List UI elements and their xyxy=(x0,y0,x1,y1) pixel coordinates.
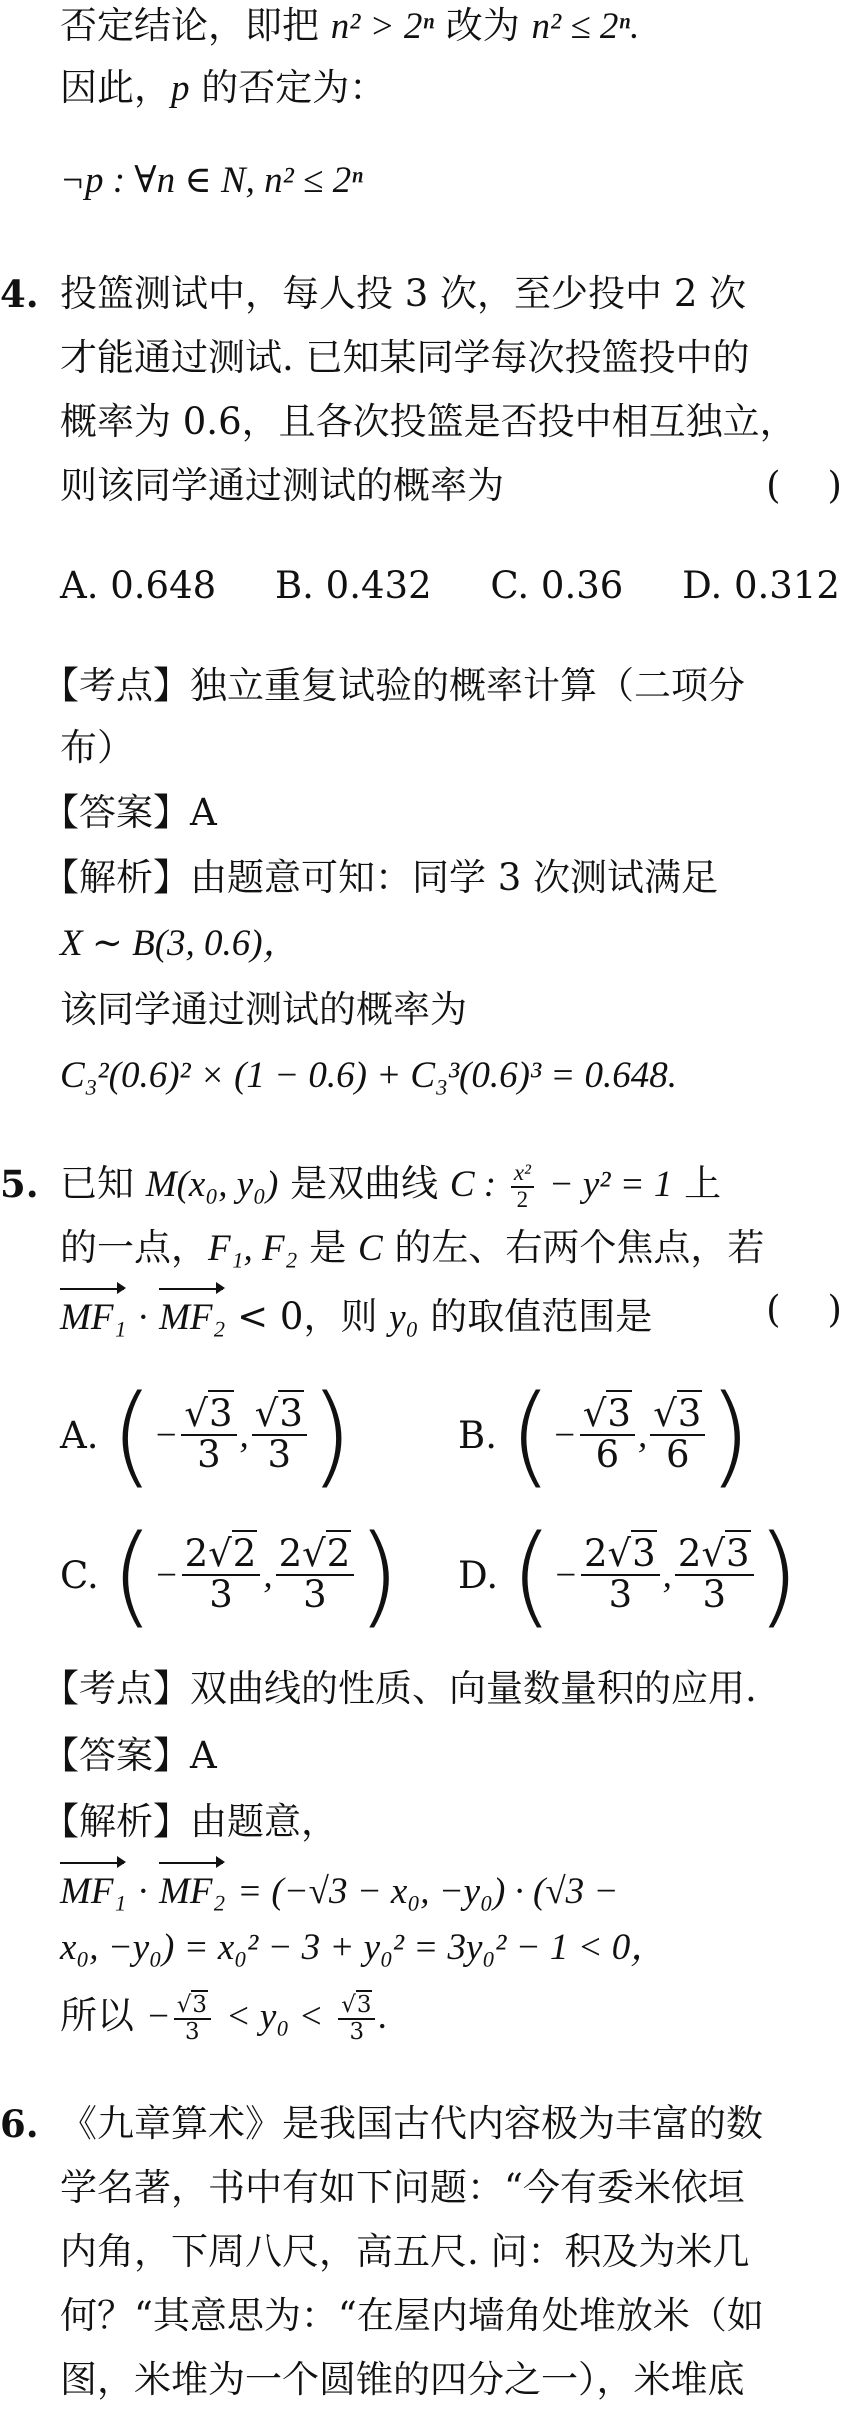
q6-stem-line-5: 图，米堆为一个圆锥的四分之一），米堆底 xyxy=(60,2358,745,2401)
q4-kaodian: 【考点】独立重复试验的概率计算（二项分 xyxy=(42,664,745,707)
q5-jiexi-line-3: x₀, −y₀) = x₀² − 3 + y₀² = 3y₀² − 1 < 0， xyxy=(60,1927,668,1968)
q5-kaodian: 【考点】双曲线的性质、向量数量积的应用. xyxy=(42,1667,757,1710)
q5-stem-line-1: 已知 M(x₀, y₀) 是双曲线 C : $\frac{\text{x²}}{2}$ − y² = 1 上 xyxy=(60,1160,722,1212)
q6-stem-line-1: 《九章算术》是我国古代内容极为丰富的数 xyxy=(60,2102,763,2145)
q6-stem-line-2: 学名著，书中有如下问题：“今有委米依垣 xyxy=(60,2166,745,2209)
q4-jiexi: 【解析】由题意可知：同学 3 次测试满足 xyxy=(42,856,719,899)
q5-option-a: A. ( − $\frac{√3}{3}$ , $\frac{√3}{3}$ ) xyxy=(60,1371,353,1499)
q4-kaodian-cont: 布） xyxy=(60,726,134,769)
q5-stem-line-2: 的一点，F₁, F₂ 是 C 的左、右两个焦点，若 xyxy=(60,1226,765,1269)
q4-options: A. 0.648 B. 0.432 C. 0.36 D. 0.312 xyxy=(60,564,840,607)
q5-jiexi: 【解析】由题意， xyxy=(42,1800,338,1843)
question-4-number: 4. xyxy=(0,272,39,316)
q4-stem-line-1: 投篮测试中，每人投 3 次，至少投中 2 次 xyxy=(60,272,747,315)
q5-stem-line-3: MF₁ · MF₂ < 0，则 y₀ 的取值范围是 xyxy=(60,1284,652,1344)
question-5-number: 5. xyxy=(0,1162,39,1206)
q4-jiexi-formula: C₃²(0.6)² × (1 − 0.6) + C₃³(0.6)³ = 0.648. xyxy=(60,1055,678,1096)
q4-answer-paren: ( ) xyxy=(766,464,842,507)
intro-line-1: 否定结论，即把 n² > 2ⁿ 改为 n² ≤ 2ⁿ. xyxy=(60,4,640,47)
question-6-number: 6. xyxy=(0,2102,39,2146)
q5-answer: 【答案】A xyxy=(42,1734,217,1777)
q6-stem-line-3: 内角，下周八尺，高五尺. 问：积及为米几 xyxy=(60,2230,750,2273)
x2-over-2-fraction: $\frac{\text{x²}}{2}$ xyxy=(511,1161,534,1211)
q4-jiexi-line-3: 该同学通过测试的概率为 xyxy=(60,988,467,1031)
q4-stem-line-2: 才能通过测试. 已知某同学每次投篮投中的 xyxy=(60,336,750,379)
intro-line-2: 因此，p 的否定为： xyxy=(60,66,387,109)
q4-stem-line-4: 则该同学通过测试的概率为 xyxy=(60,464,504,507)
q5-option-d: D. ( − $\frac{2√3}{3}$ , $\frac{2√3}{3}$ ) xyxy=(458,1511,800,1639)
inequality-original: n² > 2ⁿ xyxy=(330,6,434,47)
negation-formula: ¬p : ∀n ∈ N, n² ≤ 2ⁿ xyxy=(60,160,363,201)
vector-mf2: MF₂ xyxy=(159,1284,225,1344)
q5-jiexi-line-4: 所以 − $\frac{√3}{3}$ < y₀ < $\frac{√3}{3}$ . xyxy=(60,1992,388,2045)
q5-option-c: C. ( − $\frac{2√2}{3}$ , $\frac{2√2}{3}$ ) xyxy=(60,1511,401,1639)
q5-jiexi-line-2: MF₁ · MF₂ = (−√3 − x₀, −y₀) · (√3 − xyxy=(60,1858,618,1918)
q5-option-b: B. ( − $\frac{√3}{6}$ , $\frac{√3}{6}$ ) xyxy=(458,1371,752,1499)
q4-stem-line-3: 概率为 0.6，且各次投篮是否投中相互独立， xyxy=(60,400,797,443)
vector-mf1: MF₁ xyxy=(60,1284,126,1344)
q6-stem-line-4: 何？“其意思为：“在屋内墙角处堆放米（如 xyxy=(60,2294,764,2337)
q4-jiexi-distribution: X ∼ B(3, 0.6)， xyxy=(60,923,300,964)
q5-answer-paren: ( ) xyxy=(766,1288,842,1331)
q4-answer: 【答案】A xyxy=(42,791,217,834)
inequality-changed: n² ≤ 2ⁿ. xyxy=(531,6,640,47)
